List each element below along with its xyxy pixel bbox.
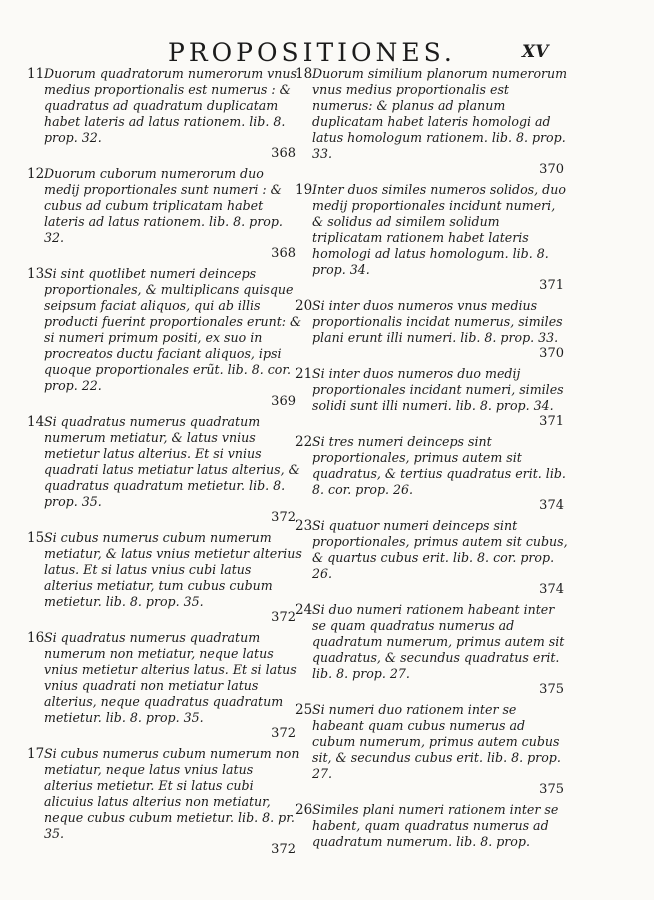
proposition-number: 18 bbox=[295, 66, 313, 82]
proposition-text: Si quatuor numeri deinceps sint proportionales, primus autem sit cubus, & quartus cubus erit. lib. 8. cor. prop. 26. bbox=[312, 518, 568, 581]
proposition-text: Si cubus numerus cubum numerum metiatur, & latus vnius metietur alterius latus. Et si latus vnius cubi latus alterius metiatur, tum cubus cubum metietur. lib. 8. prop. 35. bbox=[44, 530, 302, 609]
proposition-text: Si inter duos numeros vnus medius proportionalis incidat numerus, similes plani erunt illi numeri. lib. 8. prop. 33. bbox=[312, 298, 563, 345]
proposition bbox=[295, 602, 570, 698]
proposition bbox=[295, 66, 570, 178]
page-reference: 368 bbox=[271, 146, 296, 161]
page-reference: 369 bbox=[271, 394, 296, 409]
page-reference: 374 bbox=[539, 498, 564, 513]
proposition-text: Duorum similium planorum numerorum vnus medius proportionalis est numerus: & planus ad planum duplicatam habet lateris homologi ad latus homologum rationem. lib. 8. prop. 33. bbox=[312, 66, 568, 161]
proposition bbox=[27, 414, 302, 526]
page-reference: 372 bbox=[271, 726, 296, 741]
proposition-text: Si duo numeri rationem habeant inter se quam quadratus numerus ad quadratum numerum, primus autem sit quadratus, & secundus quadratus erit. lib. 8. prop. 27. bbox=[312, 602, 565, 681]
proposition-number: 25 bbox=[295, 702, 313, 718]
proposition-number: 15 bbox=[27, 530, 45, 546]
proposition bbox=[295, 298, 570, 362]
proposition-number: 20 bbox=[295, 298, 313, 314]
running-title: PROPOSITIONES. bbox=[168, 38, 456, 67]
proposition-text: Similes plani numeri rationem inter se habent, quam quadratus numerus ad quadratum numerum. lib. 8. prop. bbox=[312, 802, 559, 849]
page-reference: 370 bbox=[539, 346, 564, 361]
proposition-text: Duorum quadratorum numerorum vnus medius proportionalis est numerus : & quadratus ad quadratum duplicatam habet lateris ad latus rationem. lib. 8. prop. 32. bbox=[44, 66, 297, 145]
proposition-text: Si inter duos numeros duo medij proportionales incidant numeri, similes solidi sunt illi numeri. lib. 8. prop. 34. bbox=[312, 366, 564, 413]
proposition bbox=[295, 182, 570, 294]
proposition-number: 26 bbox=[295, 802, 313, 818]
proposition-text: Si tres numeri deinceps sint proportionales, primus autem sit quadratus, & tertius quadratus erit. lib. 8. cor. prop. 26. bbox=[312, 434, 566, 497]
proposition-number: 23 bbox=[295, 518, 313, 534]
page-reference: 371 bbox=[539, 414, 564, 429]
page-reference: 374 bbox=[539, 582, 564, 597]
proposition bbox=[295, 366, 570, 430]
proposition bbox=[27, 66, 302, 162]
proposition-number: 14 bbox=[27, 414, 45, 430]
left-column bbox=[27, 66, 302, 862]
proposition-text: Si sint quotlibet numeri deinceps proportionales, & multiplicans quisque seipsum faciat aliquos, qui ab illis producti fuerint proportionales erunt: & si numeri primum positi, ex suo in procreatos ductu faciant aliquos, ipsi quoque proportionales erũt. lib. 8. cor. prop. 22. bbox=[44, 266, 302, 393]
page-reference: 368 bbox=[271, 246, 296, 261]
proposition-number: 11 bbox=[27, 66, 45, 82]
folio-number: XV bbox=[522, 42, 549, 62]
page-reference: 375 bbox=[539, 782, 564, 797]
proposition-number: 22 bbox=[295, 434, 313, 450]
page-reference: 372 bbox=[271, 842, 296, 857]
proposition-number: 21 bbox=[295, 366, 313, 382]
proposition-text: Duorum cuborum numerorum duo medij proportionales sunt numeri : & cubus ad cubum triplicatam habet lateris ad latus rationem. lib. 8. prop. 32. bbox=[44, 166, 283, 245]
proposition bbox=[27, 630, 302, 742]
proposition-number: 12 bbox=[27, 166, 45, 182]
proposition bbox=[295, 434, 570, 514]
proposition bbox=[295, 702, 570, 798]
proposition bbox=[27, 266, 302, 410]
right-column bbox=[295, 66, 570, 854]
proposition-text: Si quadratus numerus quadratum numerum non metiatur, neque latus vnius metietur alterius latus. Et si latus vnius quadrati non metiatur latus alterius, neque quadratus quadratum metietur. lib. 8. prop. 35. bbox=[44, 630, 297, 725]
page-reference: 371 bbox=[539, 278, 564, 293]
page-reference: 372 bbox=[271, 510, 296, 525]
proposition-text: Inter duos similes numeros solidos, duo medij proportionales incidunt numeri, & solidus ad similem solidum triplicatam rationem habet lateris homologi ad latus homologum. lib. 8. prop. 34. bbox=[312, 182, 566, 277]
page-reference: 375 bbox=[539, 682, 564, 697]
proposition-number: 24 bbox=[295, 602, 313, 618]
proposition-text: Si cubus numerus cubum numerum non metiatur, neque latus vnius latus alterius metietur. Et si latus cubi alicuius latus alterius non metiatur, neque cubus cubum metietur. lib. 8. pr. 35. bbox=[44, 746, 300, 841]
proposition bbox=[295, 518, 570, 598]
proposition bbox=[27, 530, 302, 626]
proposition bbox=[295, 802, 570, 850]
page-reference: 372 bbox=[271, 610, 296, 625]
proposition-number: 19 bbox=[295, 182, 313, 198]
proposition-text: Si numeri duo rationem inter se habeant quam cubus numerus ad cubum numerum, primus autem cubus sit, & secundus cubus erit. lib. 8. prop. 27. bbox=[312, 702, 561, 781]
proposition-number: 16 bbox=[27, 630, 45, 646]
proposition bbox=[27, 166, 302, 262]
proposition-number: 17 bbox=[27, 746, 45, 762]
proposition bbox=[27, 746, 302, 858]
page-reference: 370 bbox=[539, 162, 564, 177]
proposition-number: 13 bbox=[27, 266, 45, 282]
proposition-text: Si quadratus numerus quadratum numerum metiatur, & latus vnius metietur latus alterius. Et si vnius quadrati latus metiatur latus alterius, & quadratus quadratum metietur. lib. 8. prop. 35. bbox=[44, 414, 300, 509]
